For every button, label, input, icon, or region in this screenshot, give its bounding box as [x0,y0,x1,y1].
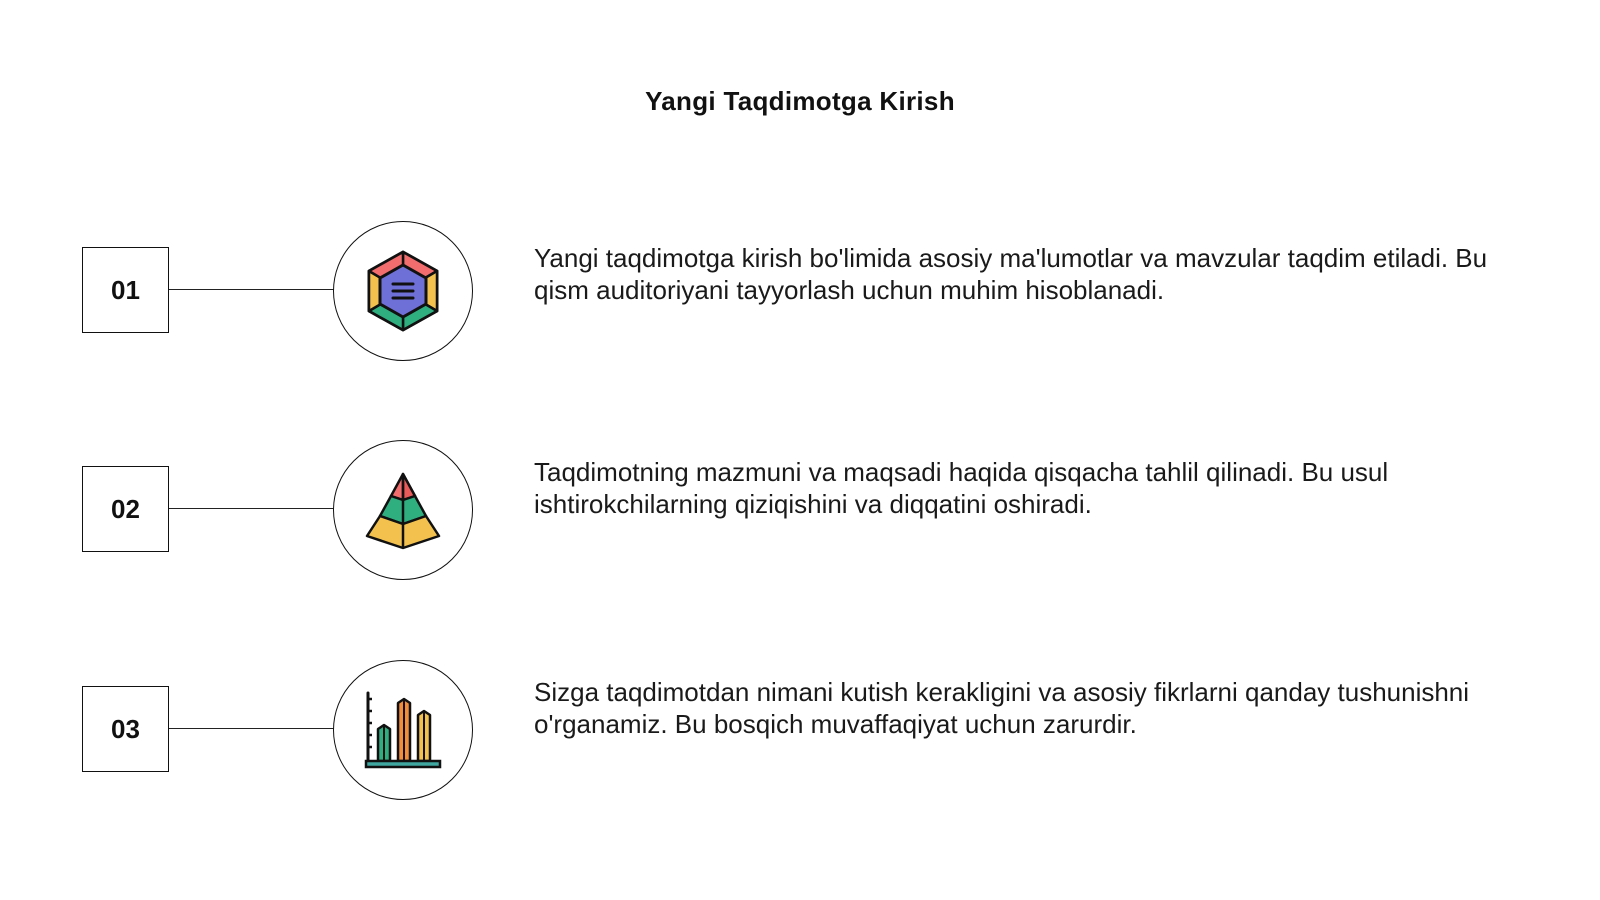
step-1 [0,221,1600,361]
pyramid-icon [363,470,443,550]
hexagon-document-icon [365,249,441,333]
step-number: 02 [111,493,140,524]
connector-line [169,289,334,290]
step-icon-circle [333,221,473,361]
step-number-box [82,686,169,772]
step-icon-circle [333,660,473,800]
step-number: 01 [111,274,140,305]
step-number-box [82,466,169,552]
connector-line [169,508,334,509]
step-3 [0,660,1600,800]
step-description: Taqdimotning mazmuni va maqsadi haqida qisqacha tahlil qilinadi. Bu usul ishtirokchilarning qiziqishini va diqqatini oshiradi. [534,457,1389,519]
step-description: Sizga taqdimotdan nimani kutish kerakligini va asosiy fikrlarni qanday tushunishni o'rganamiz. Bu bosqich muvaffaqiyat uchun zarurdir. [534,677,1470,739]
step-number-box [82,247,169,333]
step-2 [0,440,1600,580]
page-title: Yangi Taqdimotga Kirish [645,86,955,116]
bar-chart-icon [362,689,444,771]
step-number: 03 [111,713,140,744]
step-icon-circle [333,440,473,580]
connector-line [169,728,334,729]
step-description: Yangi taqdimotga kirish bo'limida asosiy ma'lumotlar va mavzular taqdim etiladi. Bu qism auditoriyani tayyorlash uchun muhim hisoblanadi. [534,243,1488,305]
